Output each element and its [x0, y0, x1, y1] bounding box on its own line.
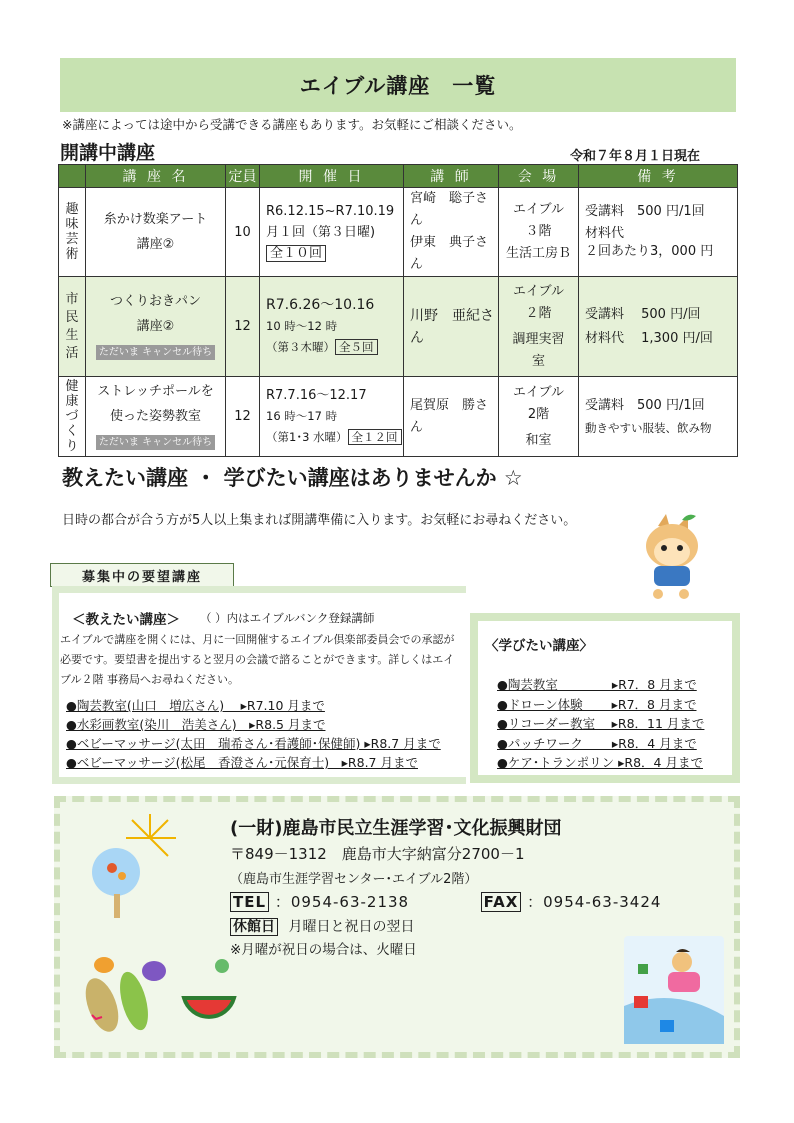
venue-line: ２階: [525, 305, 552, 321]
row-category: [59, 188, 86, 277]
waitlist-badge: ただいま キャンセル待ち: [96, 435, 215, 450]
note-line: 材料代: [585, 226, 625, 241]
section-title: 開講中講座: [60, 142, 156, 164]
row-venue: [499, 277, 579, 377]
row-notes: [579, 377, 738, 457]
row-venue: [499, 377, 579, 457]
session-count: 全１０回: [266, 245, 326, 262]
fax-label: FAX: [481, 892, 522, 912]
note-line: 受講料 500 円/1回: [585, 397, 705, 413]
row-notes: [579, 188, 738, 277]
title-band: [60, 58, 736, 112]
session-count: 全５回: [335, 339, 378, 355]
page-title: エイブル講座 一覧: [299, 74, 497, 98]
date-range: R7.6.26～10.16: [266, 297, 375, 313]
table-row: [59, 377, 738, 457]
venue-line: エイブル: [512, 384, 565, 400]
learn-list: [497, 675, 704, 773]
teacher-name: 尾賀原 勝さん: [410, 397, 489, 435]
teach-title: ＜教えたい講座＞: [72, 612, 180, 628]
list-item: ●ドローン体験 ▸R7．8 月まで: [497, 696, 697, 712]
venue-line: エイブル: [512, 283, 565, 299]
venue-line: 調理実習: [512, 331, 565, 347]
category-text: 健康づくり: [65, 379, 79, 454]
list-item: ●陶芸教室 ▸R7．8 月まで: [497, 677, 697, 692]
teach-list: [66, 696, 441, 772]
closed-days: [230, 916, 414, 936]
venue-line: ３階: [525, 224, 552, 239]
consult-note: ※講座によっては途中から受講できる講座もあります。お気軽にご相談ください。: [62, 117, 522, 132]
date-range: R7.7.16～12.17: [266, 388, 367, 403]
course-name-line: ストレッチポールを: [97, 384, 214, 399]
course-name-line: 糸かけ数楽アート: [103, 212, 208, 227]
teacher-name: 宮崎 聡子さん: [410, 191, 489, 228]
closed-note: ※月曜が祝日の場合は、火曜日: [230, 942, 417, 958]
row-dates: [260, 377, 404, 457]
header-notes: 備 考: [579, 165, 738, 188]
row-teacher: [404, 377, 499, 457]
request-tag: 募集中の要望講座: [50, 563, 234, 587]
teach-description: エイブルで講座を開くには、月に一回開催するエイブル倶楽部委員会での承認が必要です。要望書を提出すると翌月の会議で諮ることができます。詳しくはエイブル２階 事務局へお尋ねください。: [60, 633, 455, 686]
venue-line: 室: [531, 353, 545, 369]
closed-label: 休館日: [230, 918, 278, 936]
list-item: ●リコーダー教室 ▸R8．11 月まで: [497, 716, 705, 731]
course-name-line: つくりおきパン: [109, 294, 201, 309]
category-text: 市民生活: [65, 291, 79, 361]
note-line: ２回あたり3，000 円: [585, 244, 714, 259]
watermelon-icon: [178, 958, 238, 1032]
row-capacity: 12: [226, 277, 260, 377]
row-capacity: 10: [226, 188, 260, 277]
org-name: (一財)鹿島市民立生涯学習･文化振興財団: [230, 818, 562, 839]
row-teacher: [404, 188, 499, 277]
row-capacity: 12: [226, 377, 260, 457]
note-line: 受講料 500 円/回: [585, 306, 701, 322]
venue-line: 2階: [527, 406, 550, 422]
header-teacher: 講 師: [404, 165, 499, 188]
header-venue: 会 場: [499, 165, 579, 188]
row-course-name: [86, 277, 226, 377]
list-item: ●水彩画教室(染川 浩美さん) ▸R8.5 月まで: [66, 717, 326, 732]
row-category: [59, 377, 86, 457]
fax-number: ：0954-63-3424: [527, 893, 662, 911]
learn-title: 〈学びたい講座〉: [485, 638, 593, 654]
request-description: 日時の都合が合う方が5人以上集まれば開講準備に入ります。お気軽にお尋ねください。: [62, 513, 577, 528]
header-name: 講 座 名: [86, 165, 226, 188]
tel-label: TEL: [230, 892, 269, 912]
list-item: ●ケア･トランポリン ▸R8．4 月まで: [497, 755, 703, 770]
note-line: 受講料 500 円/1回: [585, 204, 705, 219]
waitlist-badge: ただいま キャンセル待ち: [96, 345, 215, 360]
note-line: 材料代 1,300 円/回: [585, 330, 713, 346]
note-line: 動きやすい服装、飲み物: [585, 420, 712, 435]
date-schedule: 月１回（第３日曜): [266, 224, 376, 240]
fireworks-fan-illustration: [78, 808, 190, 920]
course-name-line: 講座②: [136, 237, 175, 252]
row-notes: [579, 277, 738, 377]
date-weekday: （第1･3 水曜）: [266, 430, 348, 444]
row-course-name: [86, 188, 226, 277]
venue-line: エイブル: [512, 202, 565, 217]
row-dates: [260, 188, 404, 277]
table-header-row: [59, 165, 738, 188]
venue-line: 生活工房Ｂ: [505, 246, 571, 261]
child-playing-illustration: [624, 936, 724, 1044]
teacher-name: 伊東 典子さん: [410, 235, 489, 272]
header-capacity: 定員: [226, 165, 260, 188]
row-dates: [260, 277, 404, 377]
course-name-line: 講座②: [136, 319, 175, 334]
date-schedule: 16 時～17 時: [266, 409, 338, 423]
header-category: [59, 165, 86, 188]
course-name-line: 使った姿勢教室: [109, 409, 201, 424]
row-venue: [499, 188, 579, 277]
address-building: （鹿島市生涯学習センター･エイブル2階）: [230, 872, 478, 887]
teach-subtitle: （ ）内はエイブルバンク登録講師: [200, 611, 375, 625]
as-of-date: 令和７年８月１日現在: [570, 149, 701, 164]
date-weekday: （第３木曜）: [266, 340, 335, 354]
date-schedule: 10 時～12 時: [266, 319, 338, 333]
mascot-illustration: [636, 510, 702, 602]
row-teacher: [404, 277, 499, 377]
list-item: ●ベビーマッサージ(松尾 香澄さん･元保育士) ▸R8.7 月まで: [66, 755, 418, 770]
tel-number: ：0954-63-2138: [274, 893, 410, 911]
course-table: [58, 164, 738, 457]
contact-line: [230, 891, 661, 912]
address: 〒849－1312 鹿島市大字納富分2700－1: [230, 845, 525, 863]
teacher-name: 川野 亜紀さん: [410, 307, 494, 346]
header-dates: 開 催 日: [260, 165, 404, 188]
request-question: 教えたい講座 ・ 学びたい講座はありませんか ☆: [62, 466, 523, 490]
venue-line: 和室: [525, 432, 552, 448]
date-range: R6.12.15~R7.10.19: [266, 203, 395, 219]
category-text: 趣味芸術: [65, 202, 79, 262]
list-item: ●陶芸教室(山口 増広さん) ▸R7.10 月まで: [66, 698, 325, 713]
session-count: 全１２回: [348, 429, 402, 445]
table-row: [59, 277, 738, 377]
list-item: ●パッチワーク ▸R8．4 月まで: [497, 735, 697, 751]
closed-value: 月曜日と祝日の翌日: [288, 919, 415, 935]
list-item: ●ベビーマッサージ(太田 瑞希さん･看護師･保健師) ▸R8.7 月まで: [66, 736, 441, 751]
row-category: [59, 277, 86, 377]
table-row: [59, 188, 738, 277]
row-course-name: [86, 377, 226, 457]
